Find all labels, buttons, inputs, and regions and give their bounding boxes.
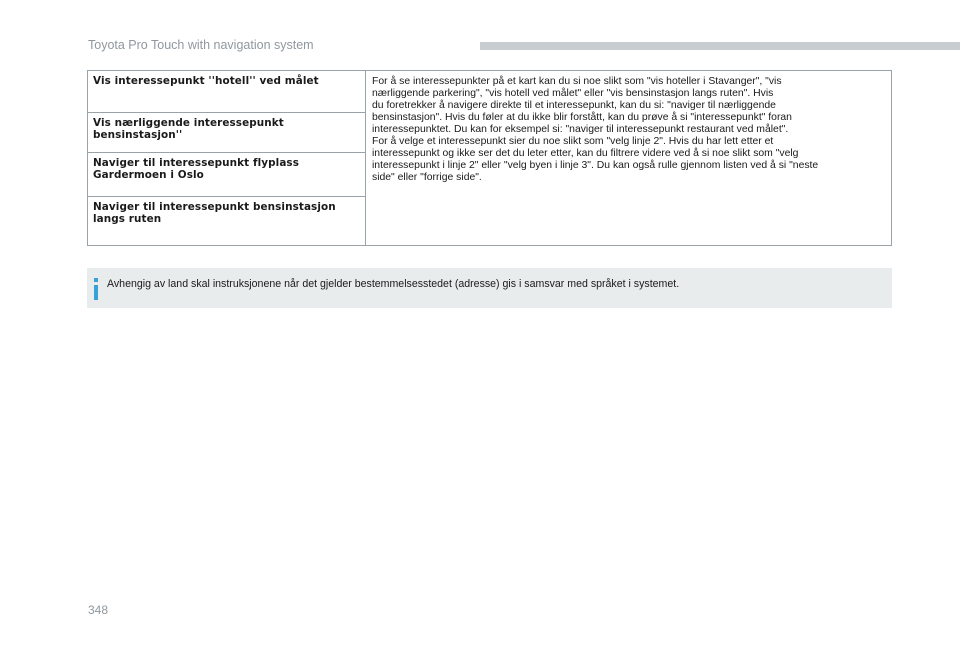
command-cell: Naviger til interessepunkt flyplass Gardermoen i Oslo <box>88 153 366 197</box>
voice-commands-table <box>87 70 892 246</box>
info-note <box>87 268 892 308</box>
description-line: interessepunktet. Du kan for eksempel si: "naviger til interessepunkt restaurant ved målet". <box>372 124 789 135</box>
page-number: 348 <box>88 603 109 617</box>
info-note-text: Avhengig av land skal instruksjonene når det gjelder bestemmelsesstedet (adresse) gis i samsvar med språket i systemet. <box>107 278 680 290</box>
command-cell: Vis interessepunkt ''hotell'' ved målet <box>88 71 366 113</box>
description-cell <box>366 71 892 246</box>
description-line: interessepunkt i linje 2" eller "velg byen i linje 3". Du kan også rulle gjennom listen ved å si "neste <box>372 160 819 171</box>
info-icon <box>93 278 99 300</box>
header-accent-bar <box>480 42 960 50</box>
description-line: nærliggende parkering", "vis hotell ved målet" eller "vis bensinstasjon langs ruten". Hvis <box>372 88 774 99</box>
description-line: For å se interessepunkter på et kart kan du si noe slikt som "vis hoteller i Stavanger", "vis <box>372 76 782 87</box>
table-row <box>88 71 892 113</box>
description-line: interessepunkt og ikke ser det du leter etter, kan du filtrere videre ved å si noe slikt som "velg <box>372 148 799 159</box>
description-line: bensinstasjon". Hvis du føler at du ikke blir forstått, kan du prøve å si "interessepunkt" foran <box>372 112 792 123</box>
description-line: For å velge et interessepunkt sier du noe slikt som "velg linje 2". Hvis du har lett etter et <box>372 136 774 147</box>
description-line: du foretrekker å navigere direkte til et interessepunkt, kan du si: "naviger til nærliggende <box>372 100 776 111</box>
manual-section-title: Toyota Pro Touch with navigation system <box>88 38 314 52</box>
command-cell: Vis nærliggende interessepunkt bensinstasjon'' <box>88 113 366 153</box>
command-cell: Naviger til interessepunkt bensinstasjon langs ruten <box>88 197 366 246</box>
description-line: side" eller "forrige side". <box>372 172 482 183</box>
